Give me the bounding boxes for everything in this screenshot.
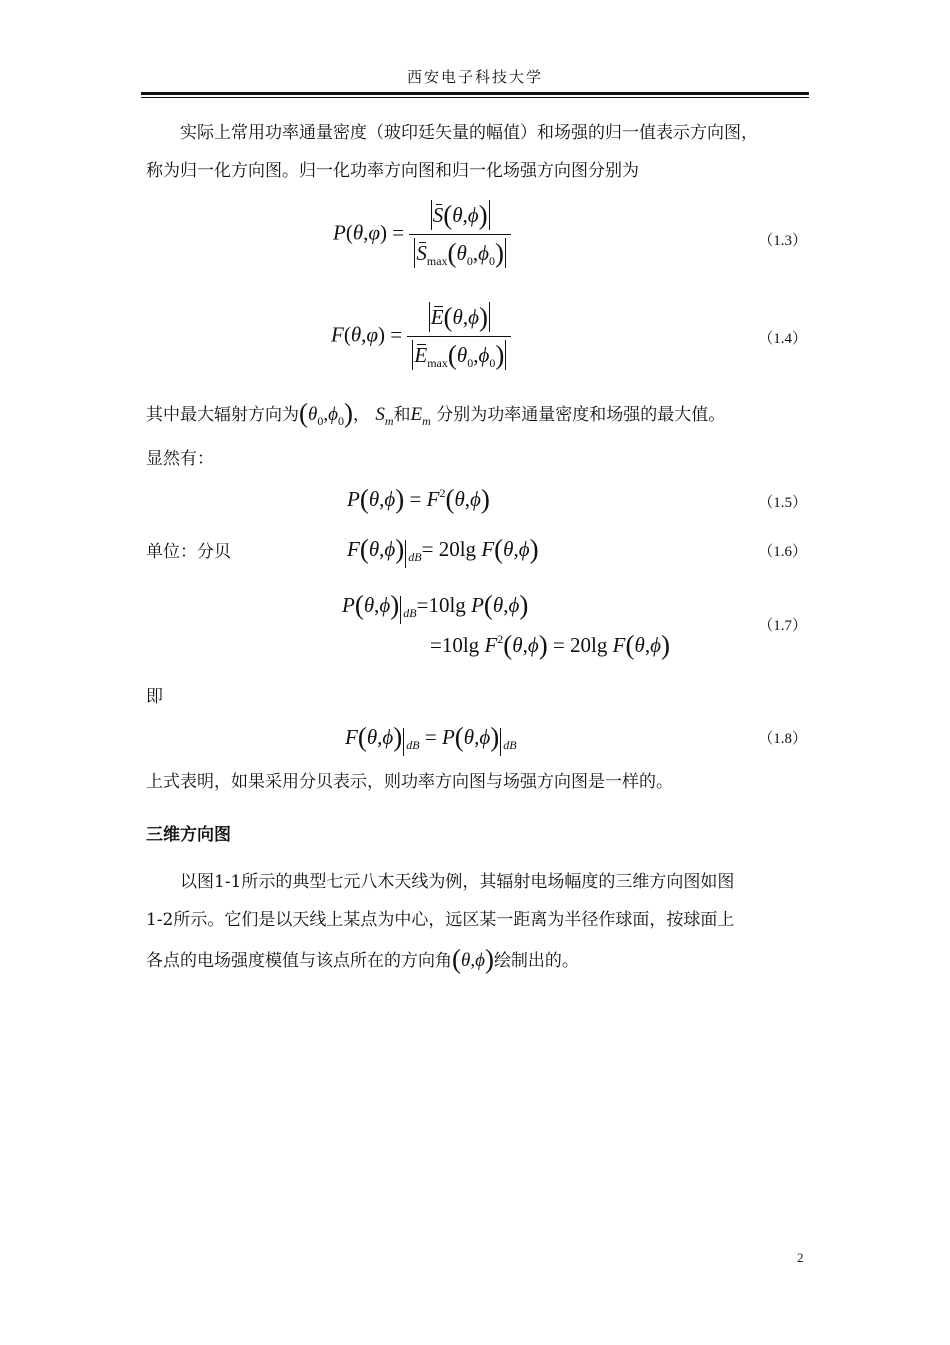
header-rule-thick	[141, 92, 809, 95]
paragraph-3d-line2: 1-2所示。它们是以天线上某点为中心，远区某一距离为半径作球面，按球面上	[146, 910, 735, 930]
page-number: 2	[797, 1250, 804, 1265]
paragraph-3d-line3: 各点的电场强度模值与该点所在的方向角(θ,ϕ)绘制出的。	[146, 944, 579, 974]
equation-1-7-line2: =10lg $F^2(\theta,\phi) = 20\lg$ F(θ,ϕ)	[430, 630, 670, 660]
unit-label: 单位：分贝	[146, 542, 231, 562]
paragraph-max-direction: 其中最大辐射方向为$(\theta_0,\phi_0)$， $S_m$和$E_m$ 分别为功率通量密度和场强的最大值。	[146, 398, 726, 428]
paragraph-namely: 即	[146, 687, 163, 707]
equation-1-3: P(θ,φ) = $\frac{S(\theta,\phi)}{S_{max}(\theta_0,\phi_0)}$	[333, 200, 511, 269]
running-header-title: 西安电子科技大学	[406, 68, 543, 86]
equation-number-1-5: （1.5）	[758, 495, 807, 511]
equation-number-1-7: （1.7）	[758, 618, 807, 634]
equation-1-7-line1: P(θ,ϕ) $_{dB}$=10lg P(θ,ϕ)	[342, 590, 528, 624]
equation-1-6: F(θ,ϕ) $_{dB}$= 20lg F(θ,ϕ)	[347, 534, 539, 568]
equation-1-4: F(θ,φ) = $\frac{E(\theta,\phi)}{E_{max}(\theta_0,\phi_0)}$	[331, 302, 511, 371]
paragraph-conclusion: 上式表明，如果采用分贝表示，则功率方向图与场强方向图是一样的。	[146, 772, 673, 792]
equation-1-5: $P(\theta,\phi) = F^2(\theta,\phi)$	[347, 484, 490, 514]
equation-number-1-6: （1.6）	[758, 544, 807, 560]
equation-number-1-3: （1.3）	[758, 233, 807, 249]
header-rule-thin	[141, 97, 809, 98]
equation-number-1-4: （1.4）	[758, 331, 807, 347]
paragraph-intro-line2: 称为归一化方向图。归一化功率方向图和归一化场强方向图分别为	[146, 161, 639, 181]
equation-number-1-8: （1.8）	[758, 731, 807, 747]
section-title: 三维方向图	[146, 825, 231, 845]
paragraph-3d-line1: 以图1-1所示的典型七元八木天线为例，其辐射电场幅度的三维方向图如图	[180, 872, 735, 892]
equation-1-8: F(θ,ϕ) $_{dB}$ = P(θ,ϕ) $_{dB}$	[345, 722, 517, 756]
paragraph-intro-line1: 实际上常用功率通量密度（玻印廷矢量的幅值）和场强的归一值表示方向图，	[180, 123, 758, 143]
paragraph-obviously: 显然有：	[146, 449, 214, 469]
